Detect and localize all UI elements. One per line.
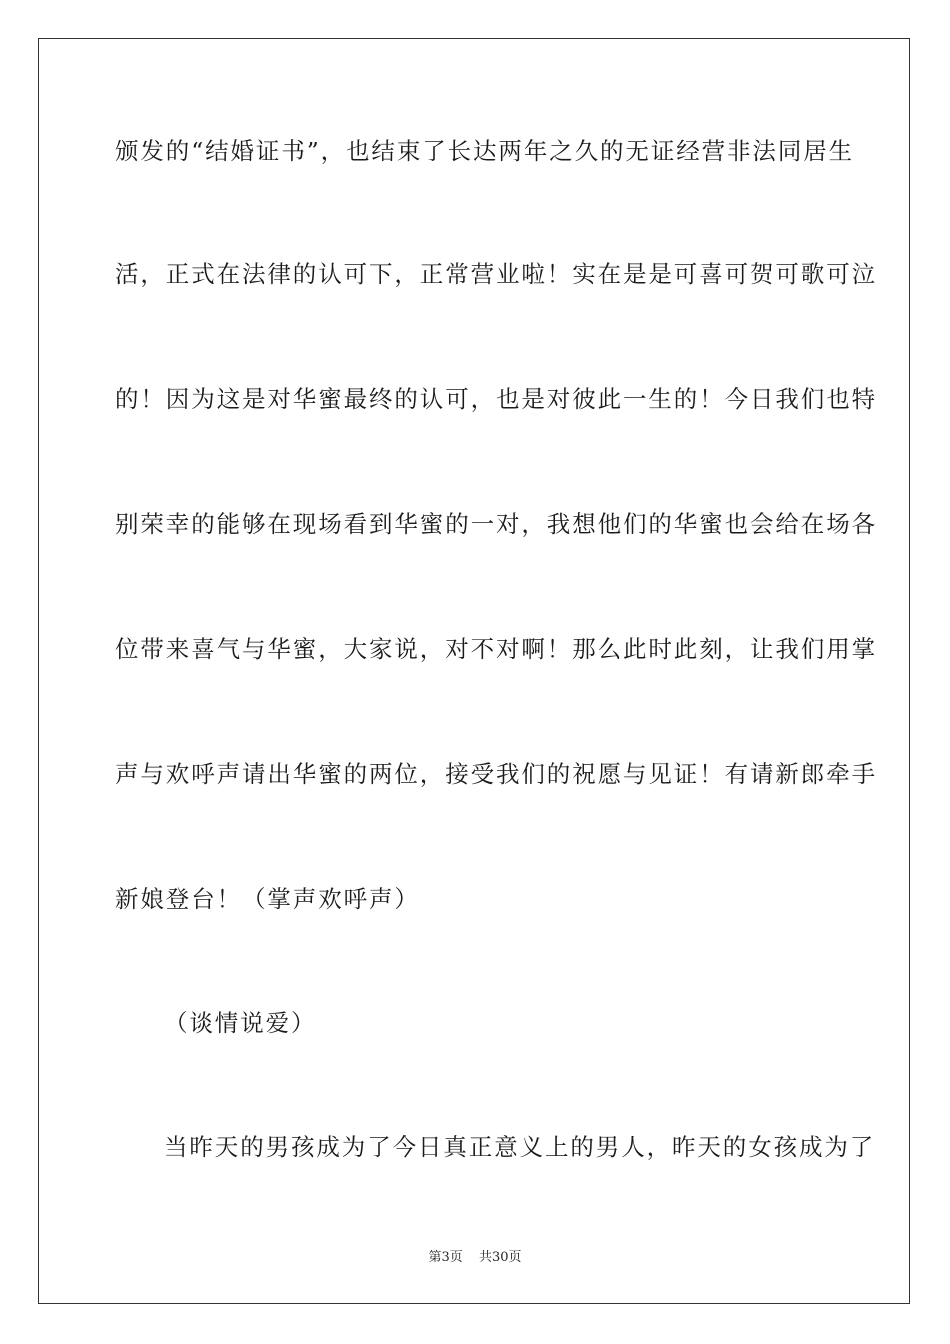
body-text-line-9: 当昨天的男孩成为了今日真正意义上的男人，昨天的女孩成为了 bbox=[164, 1133, 876, 1161]
body-text-line-6: 声与欢呼声请出华蜜的两位，接受我们的祝愿与见证！有请新郎牵手 bbox=[115, 760, 877, 788]
section-heading: （谈情说爱） bbox=[164, 1009, 317, 1037]
body-text-line-7: 新娘登台！（掌声欢呼声） bbox=[115, 885, 420, 913]
body-text-line-5: 位带来喜气与华蜜，大家说，对不对啊！那么此时此刻，让我们用掌 bbox=[115, 635, 877, 663]
body-text-line-4: 别荣幸的能够在现场看到华蜜的一对，我想他们的华蜜也会给在场各 bbox=[115, 510, 877, 538]
body-text-line-1: 颁发的“结婚证书”，也结束了长达两年之久的无证经营非法同居生 bbox=[115, 137, 855, 165]
body-text-line-2: 活，正式在法律的认可下，正常营业啦！实在是是可喜可贺可歌可泣 bbox=[115, 260, 877, 288]
page-border bbox=[38, 38, 910, 1304]
page-footer bbox=[0, 1246, 950, 1265]
body-text-line-3: 的！因为这是对华蜜最终的认可，也是对彼此一生的！今日我们也特 bbox=[115, 385, 877, 413]
page-number: 第3页 bbox=[428, 1250, 463, 1265]
total-pages: 共30页 bbox=[478, 1250, 522, 1265]
